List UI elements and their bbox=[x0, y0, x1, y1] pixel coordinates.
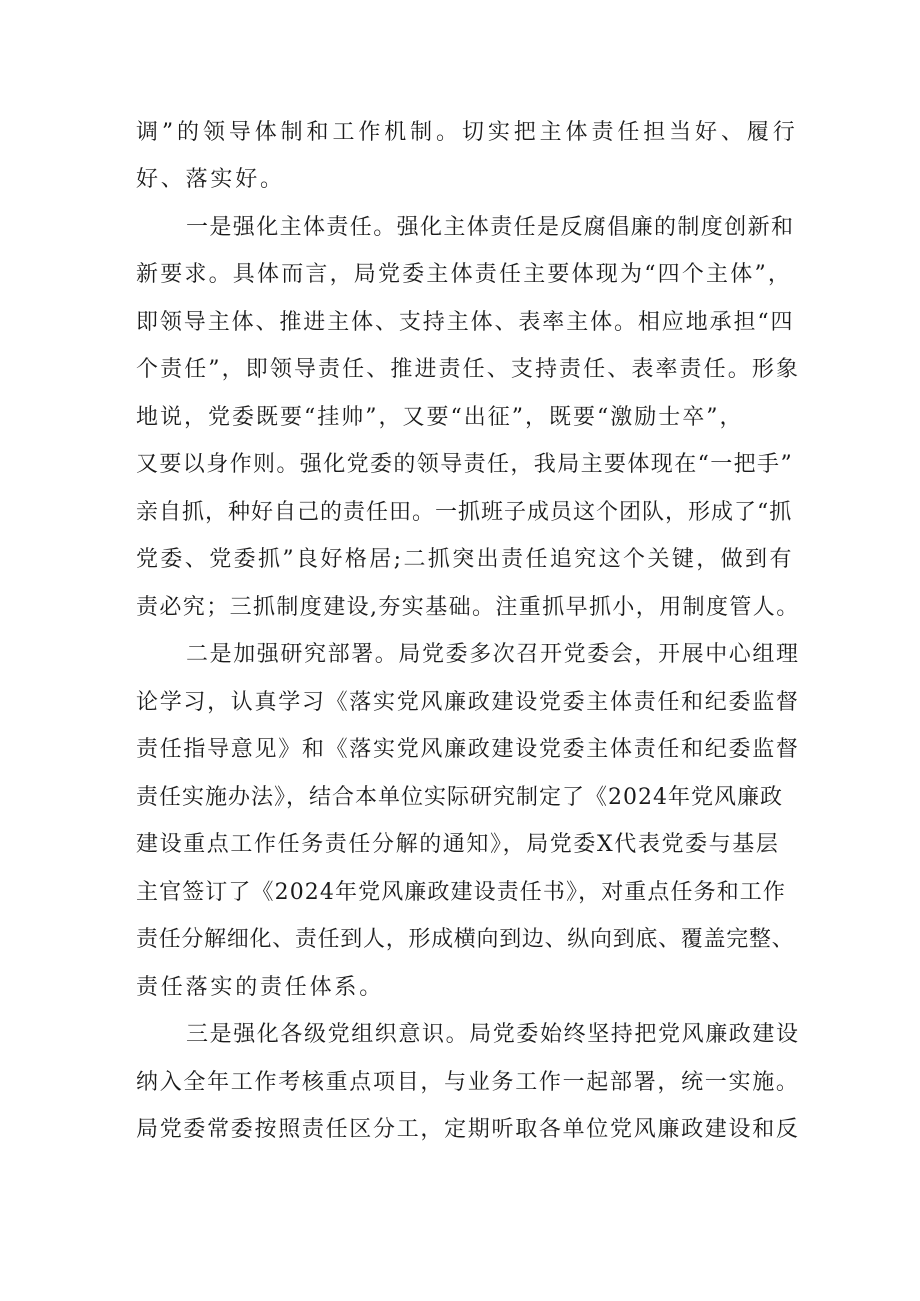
paragraph-3-line-7: 责任分解细化、责任到人，形成横向到边、纵向到底、覆盖完整、 bbox=[136, 927, 795, 952]
paragraph-1-line-1: 调”的领导体制和工作机制。切实把主体责任担当好、履行 bbox=[136, 120, 799, 145]
paragraph-2-line-3: 即领导主体、推进主体、支持主体、表率主体。相应地承担“四 bbox=[136, 310, 795, 335]
paragraph-4-line-3: 局党委常委按照责任区分工，定期听取各单位党风廉政建设和反 bbox=[136, 1117, 800, 1142]
paragraph-2-line-7: 亲自抓，种好自己的责任田。一抓班子成员这个团队，形成了“抓 bbox=[136, 500, 793, 525]
paragraph-3-line-4: 责任实施办法》，结合本单位实际研究制定了《2024年党风廉政 bbox=[136, 785, 783, 810]
paragraph-2-line-1: 一是强化主体责任。强化主体责任是反腐倡廉的制度创新和 bbox=[186, 215, 795, 240]
paragraph-2-line-9: 责必究；三抓制度建设,夯实基础。注重抓早抓小，用制度管人。 bbox=[136, 595, 800, 620]
paragraph-2-line-8: 党委、党委抓”良好格居;二抓突出责任追究这个关键，做到有 bbox=[136, 547, 794, 572]
paragraph-4-line-2: 纳入全年工作考核重点项目，与业务工作一起部署，统一实施。 bbox=[136, 1070, 800, 1095]
paragraph-3-line-6: 主官签订了《2024年党风廉政建设责任书》，对重点任务和工作 bbox=[136, 880, 786, 905]
paragraph-3-line-5: 建设重点工作任务责任分解的通知》，局党委X代表党委与基层 bbox=[136, 832, 780, 857]
paragraph-3-line-2: 论学习，认真学习《落实党风廉政建设党委主体责任和纪委监督 bbox=[136, 690, 800, 715]
paragraph-4-line-1: 三是强化各级党组织意识。局党委始终坚持把党风廉政建设 bbox=[186, 1022, 800, 1047]
paragraph-3-line-8: 责任落实的责任体系。 bbox=[136, 975, 385, 1000]
paragraph-1-line-2: 好、落实好。 bbox=[136, 167, 285, 192]
paragraph-2-line-6: 又要以身作则。强化党委的领导责任，我局主要体现在“一把手” bbox=[136, 452, 794, 477]
paragraph-2-line-5: 地说，党委既要“挂帅”，又要“出征”，既要“激励士卒”， bbox=[136, 405, 744, 430]
paragraph-2-line-2: 新要求。具体而言，局党委主体责任主要体现为“四个主体”， bbox=[136, 262, 793, 287]
paragraph-3-line-3: 责任指导意见》和《落实党风廉政建设党委主体责任和纪委监督 bbox=[136, 737, 800, 762]
paragraph-3-line-1: 二是加强研究部署。局党委多次召开党委会，开展中心组理 bbox=[186, 642, 800, 667]
paragraph-2-line-4: 个责任”，即领导责任、推进责任、支持责任、表率责任。形象 bbox=[136, 357, 801, 382]
